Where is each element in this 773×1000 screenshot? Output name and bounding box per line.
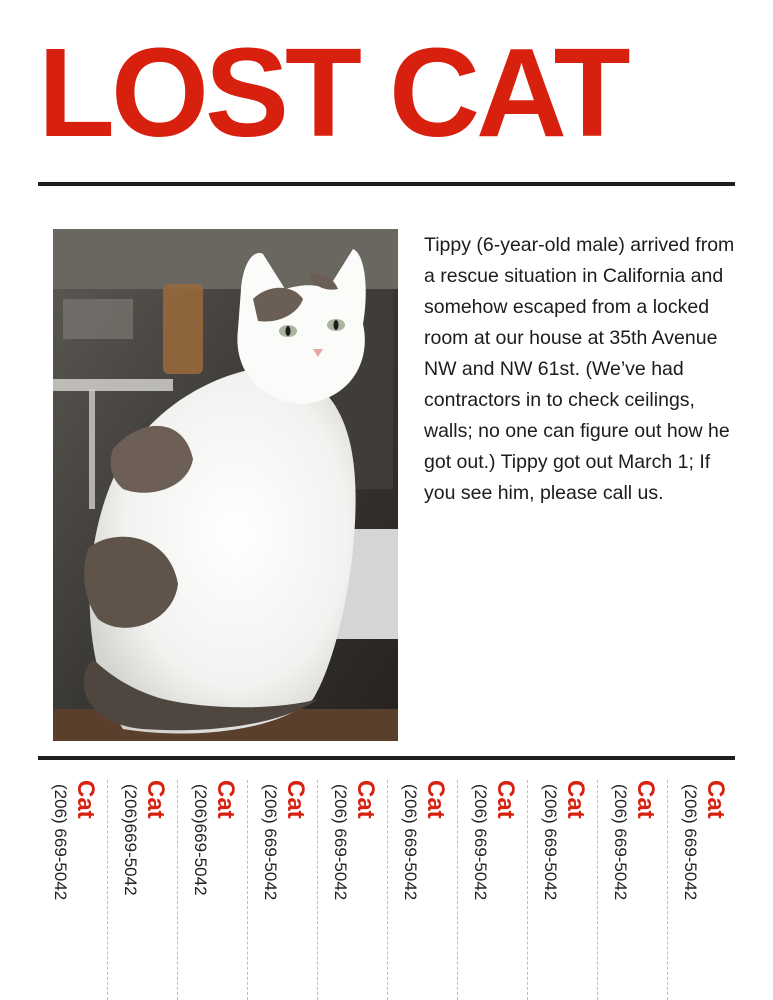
tear-off-tab[interactable]	[38, 762, 108, 1000]
tab-phone: (206) 669-5042	[51, 784, 70, 901]
tab-phone: (206) 669-5042	[541, 784, 560, 901]
tab-name: Cat	[72, 780, 99, 819]
tab-name: Cat	[562, 780, 589, 819]
tab-text	[538, 780, 588, 900]
tab-text	[258, 780, 308, 900]
tab-name: Cat	[212, 780, 239, 819]
tab-text	[48, 780, 98, 900]
tab-phone: (206) 669-5042	[471, 784, 490, 901]
flyer-title: LOST CAT	[38, 22, 627, 163]
tear-off-tabs	[38, 762, 735, 1000]
tab-text	[118, 780, 168, 896]
tab-phone: (206) 669-5042	[681, 784, 700, 901]
tear-off-tab[interactable]	[458, 762, 528, 1000]
tear-off-tab[interactable]	[178, 762, 248, 1000]
tab-text	[678, 780, 728, 900]
tear-off-tab[interactable]	[528, 762, 598, 1000]
tear-off-tab[interactable]	[318, 762, 388, 1000]
tab-text	[468, 780, 518, 900]
tab-name: Cat	[632, 780, 659, 819]
tab-name: Cat	[352, 780, 379, 819]
tab-name: Cat	[282, 780, 309, 819]
tab-name: Cat	[142, 780, 169, 819]
tear-off-tab[interactable]	[388, 762, 458, 1000]
tab-text	[188, 780, 238, 896]
tab-text	[398, 780, 448, 900]
tab-phone: (206) 669-5042	[611, 784, 630, 901]
tab-phone: (206)669-5042	[191, 784, 210, 896]
tear-off-tab[interactable]	[598, 762, 668, 1000]
tab-text	[328, 780, 378, 900]
tab-text	[608, 780, 658, 900]
tab-name: Cat	[492, 780, 519, 819]
tear-off-tab[interactable]	[108, 762, 178, 1000]
cat-photo	[53, 229, 398, 741]
tab-phone: (206)669-5042	[121, 784, 140, 896]
tear-off-tab[interactable]	[248, 762, 318, 1000]
top-divider	[38, 182, 735, 186]
tab-name: Cat	[702, 780, 729, 819]
tab-phone: (206) 669-5042	[401, 784, 420, 901]
description-text: Tippy (6-year-old male) arrived from a rescue situation in California and somehow escaped from a locked room at our house at 35th Avenue NW and NW 61st. (We’ve had contractors in to check ceilings, walls; no one can figure out how he got out.) Tippy got out March 1; If you see him, please call us.	[424, 234, 735, 504]
tab-phone: (206) 669-5042	[261, 784, 280, 901]
bottom-divider	[38, 756, 735, 760]
tear-off-tab[interactable]	[668, 762, 738, 1000]
tab-name: Cat	[422, 780, 449, 819]
tab-phone: (206) 669-5042	[331, 784, 350, 901]
